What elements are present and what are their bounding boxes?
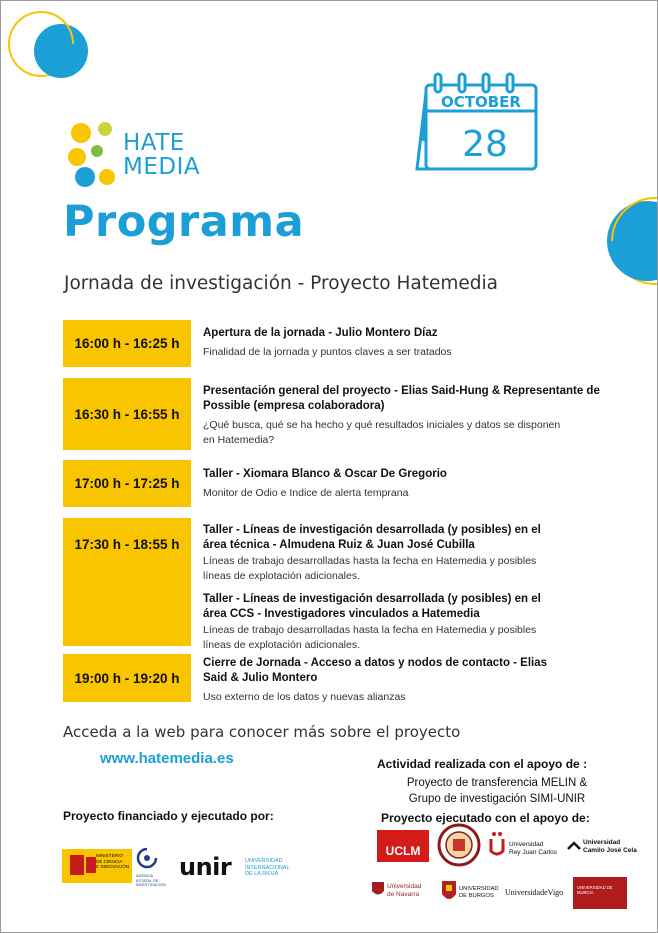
event-desc-line-1: ¿Qué busca, qué se ha hecho y qué resultados iniciales y datos se disponen bbox=[203, 419, 561, 431]
aei-logo bbox=[136, 847, 166, 888]
ejecutado-heading: Proyecto ejecutado con el apoyo de: bbox=[381, 811, 590, 825]
ministerio-text bbox=[96, 853, 129, 870]
event-title-line-2: área técnica - Almudena Ruiz & Juan José Cubilla bbox=[203, 539, 475, 551]
unav-line: Universidad bbox=[387, 883, 422, 890]
uclm-logo bbox=[377, 830, 429, 862]
urjc-text bbox=[509, 841, 557, 857]
event-desc-line-1: Líneas de trabajo desarrolladas hasta la fecha en Hatemedia y posibles bbox=[203, 624, 537, 636]
time-slot-3: 17:00 h - 17:25 h bbox=[63, 460, 191, 507]
financiado-heading: Proyecto financiado y ejecutado por: bbox=[63, 809, 274, 823]
ucjc-line: Universidad bbox=[583, 839, 621, 846]
decorative-circles-right bbox=[597, 179, 657, 309]
calendar-icon bbox=[413, 71, 543, 181]
university-seal-icon bbox=[437, 823, 481, 867]
event-title: Taller - Xiomara Blanco & Oscar De Gregorio bbox=[203, 468, 447, 480]
urjc-line: Rey Juan Carlos bbox=[509, 849, 558, 856]
event-2 bbox=[203, 384, 623, 447]
logo-line-1: HATE bbox=[123, 130, 185, 156]
unir-subtitle bbox=[245, 858, 290, 878]
unir-line: INTERNACIONAL bbox=[245, 864, 290, 871]
cta-text: Acceda a la web para conocer más sobre el proyecto bbox=[63, 723, 461, 741]
calendar-day: 28 bbox=[462, 124, 508, 165]
unav-text bbox=[387, 883, 421, 899]
event-desc: Monitor de Odio e Indice de alerta temprana bbox=[203, 487, 409, 499]
event-title: Apertura de la jornada - Julio Montero Díaz bbox=[203, 327, 438, 339]
event-6 bbox=[203, 656, 623, 704]
apoyo-line-1: Proyecto de transferencia MELIN & bbox=[406, 777, 588, 789]
event-desc-line-2: líneas de explotación adicionales. bbox=[203, 639, 361, 651]
event-title-line-1: Presentación general del proyecto - Elias Said-Hung & Representante de bbox=[203, 385, 600, 397]
event-title-line-1: Cierre de Jornada - Acceso a datos y nodos de contacto - Elias bbox=[203, 657, 548, 669]
ministerio-line: DE CIENCIA bbox=[96, 858, 123, 864]
event-desc-line-2: líneas de explotación adicionales. bbox=[203, 570, 361, 582]
ubu-line: DE BURGOS bbox=[459, 893, 494, 899]
time-slot-1: 16:00 h - 16:25 h bbox=[63, 320, 191, 367]
uvigo-text: UniversidadeVigo bbox=[505, 888, 564, 897]
urjc-mark-icon bbox=[489, 831, 505, 859]
event-title-line-1: Taller - Líneas de investigación desarrollada (y posibles) en el bbox=[203, 593, 541, 605]
logo-line-2: MEDIA bbox=[123, 154, 201, 180]
apoyo-line-2: Grupo de investigación SIMI-UNIR bbox=[408, 793, 586, 805]
uclm-label: UCLM bbox=[385, 844, 421, 858]
hatemedia-logo-mark bbox=[67, 119, 117, 191]
event-desc-line-2: en Hatemedia? bbox=[203, 434, 275, 446]
unir-wordmark: unir bbox=[179, 853, 232, 881]
agencia-line: AGENCIA bbox=[136, 874, 154, 878]
hatemedia-logo bbox=[67, 119, 200, 191]
event-4 bbox=[203, 523, 623, 583]
event-1 bbox=[203, 326, 623, 359]
unav-shield-icon bbox=[371, 881, 385, 899]
ucjc-text bbox=[583, 839, 637, 855]
decorative-circles-top bbox=[1, 1, 101, 91]
event-title-line-1: Taller - Líneas de investigación desarrollada (y posibles) en el bbox=[203, 524, 541, 536]
time-slot-5: 19:00 h - 19:20 h bbox=[63, 654, 191, 702]
urjc-line: Universidad bbox=[509, 841, 544, 848]
event-title-line-2: Possible (empresa colaboradora) bbox=[203, 400, 385, 412]
calendar-month: OCTOBER bbox=[441, 93, 521, 111]
event-3 bbox=[203, 467, 623, 500]
ministerio-line: E INNOVACIÓN bbox=[96, 864, 130, 869]
event-desc: Uso externo de los datos y nuevas alianzas bbox=[203, 691, 406, 703]
agencia-line: INVESTIGACIÓN bbox=[136, 883, 166, 887]
event-5 bbox=[203, 592, 623, 652]
event-desc-line-1: Líneas de trabajo desarrolladas hasta la fecha en Hatemedia y posibles bbox=[203, 555, 537, 567]
time-slot-2: 16:30 h - 16:55 h bbox=[63, 378, 191, 450]
unir-line: DE LA RIOJA bbox=[245, 871, 279, 877]
umu-line: MURCIA bbox=[577, 890, 594, 895]
website-link[interactable]: www.hatemedia.es bbox=[100, 750, 234, 767]
page-subtitle: Jornada de investigación - Proyecto Hatemedia bbox=[64, 273, 498, 294]
event-title-line-2: área CCS - Investigadores vinculados a Hatemedia bbox=[203, 608, 480, 620]
event-desc: Finalidad de la jornada y puntos claves a ser tratados bbox=[203, 346, 452, 358]
umu-line: UNIVERSIDAD DE bbox=[577, 885, 613, 890]
umu-logo bbox=[573, 877, 627, 909]
apoyo-heading: Actividad realizada con el apoyo de : bbox=[377, 757, 588, 771]
ministerio-line: MINISTERIO bbox=[96, 853, 123, 858]
time-slot-4: 17:30 h - 18:55 h bbox=[63, 518, 191, 646]
ubu-line: UNIVERSIDAD bbox=[459, 886, 499, 892]
unir-line: UNIVERSIDAD bbox=[245, 858, 283, 864]
ubu-text bbox=[459, 886, 499, 900]
agencia-line: ESTATAL DE bbox=[136, 878, 159, 883]
ucjc-line: Camilo José Cela bbox=[583, 847, 637, 854]
ubu-shield-icon bbox=[441, 879, 457, 905]
aei-icon bbox=[136, 847, 158, 869]
page-title: Programa bbox=[63, 197, 305, 247]
event-title-line-2: Said & Julio Montero bbox=[203, 672, 318, 684]
ucjc-mark-icon bbox=[567, 841, 581, 851]
unav-line: de Navarra bbox=[387, 891, 420, 898]
